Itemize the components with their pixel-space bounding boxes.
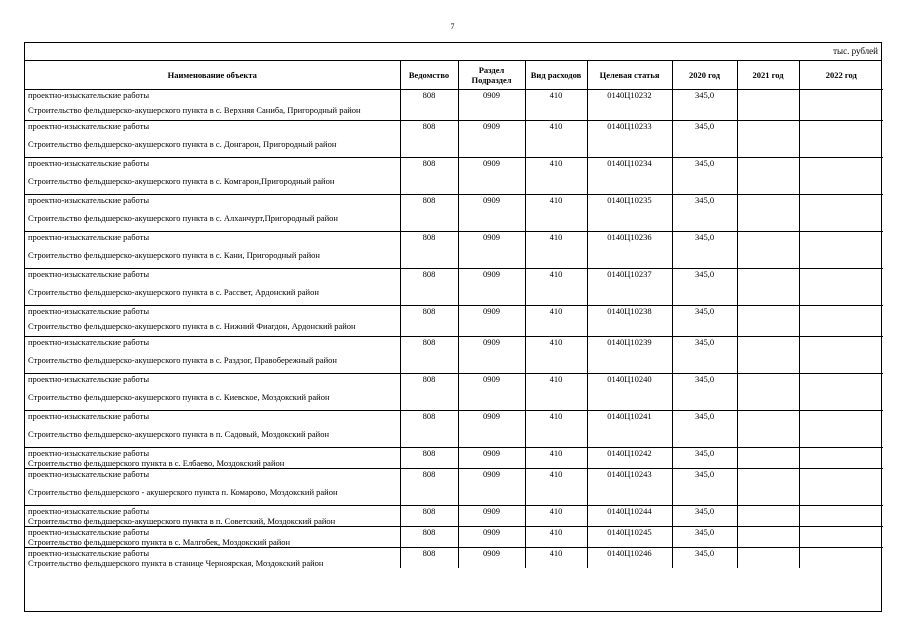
cell-construction-name: Строительство фельдшерско-акушерского пункта в с. Кани, Пригородный район	[28, 250, 320, 260]
cell-empty	[525, 421, 587, 448]
cell-empty	[587, 516, 672, 527]
cell-empty	[672, 384, 737, 411]
cell-target: 0140Ц10246	[587, 548, 672, 559]
cell-construction-name: Строительство фельдшерского пункта в с. Елбаево, Моздокский район	[28, 458, 285, 468]
cell-empty	[799, 347, 883, 374]
table-body	[25, 90, 883, 569]
cell-empty	[799, 479, 883, 506]
cell-empty	[458, 168, 525, 195]
cell-empty	[458, 242, 525, 269]
cell-2021	[737, 411, 799, 422]
cell-2021	[737, 506, 799, 517]
cell-empty	[672, 458, 737, 469]
cell-construction-name: Строительство фельдшерско-акушерского пункта в п. Советский, Моздокский район	[28, 516, 336, 526]
cell-empty	[525, 558, 587, 568]
cell-2021	[737, 195, 799, 206]
cell-name: проектно-изыскательские работы	[25, 195, 400, 206]
cell-empty	[737, 100, 799, 121]
cell-empty	[587, 421, 672, 448]
cell-empty	[672, 242, 737, 269]
cell-section: 0909	[458, 469, 525, 480]
cell-exp-type: 410	[525, 548, 587, 559]
cell-empty	[672, 168, 737, 195]
cell-2020: 345,0	[672, 448, 737, 459]
cell-exp-type: 410	[525, 411, 587, 422]
table-row	[25, 337, 883, 348]
cell-empty	[799, 131, 883, 158]
cell-empty	[737, 384, 799, 411]
table-row	[25, 90, 883, 101]
cell-empty	[400, 458, 458, 469]
cell-2022	[799, 306, 883, 317]
cell-2022	[799, 90, 883, 101]
cell-empty	[525, 242, 587, 269]
col-header-target: Целевая статья	[587, 61, 672, 90]
table-row	[25, 195, 883, 206]
cell-empty	[672, 205, 737, 232]
cell-section: 0909	[458, 158, 525, 169]
cell-construction-name: Строительство фельдшерско-акушерского пункта в с. Киевское, Моздокский район	[28, 392, 330, 402]
cell-target: 0140Ц10239	[587, 337, 672, 348]
cell-2021	[737, 527, 799, 538]
cell-2020: 345,0	[672, 158, 737, 169]
cell-target: 0140Ц10242	[587, 448, 672, 459]
cell-empty	[587, 205, 672, 232]
cell-empty	[737, 421, 799, 448]
cell-empty	[799, 205, 883, 232]
cell-exp-type: 410	[525, 337, 587, 348]
cell-empty	[458, 347, 525, 374]
cell-2021	[737, 337, 799, 348]
cell-empty	[400, 537, 458, 548]
cell-construction-name: Строительство фельдшерско-акушерского пункта в с. Комгарон,Пригородный район	[28, 176, 335, 186]
cell-construction-name: Строительство фельдшерско-акушерского пункта в п. Садовый, Моздокский район	[28, 429, 330, 439]
cell-dept: 808	[400, 527, 458, 538]
cell-empty	[672, 421, 737, 448]
cell-2020: 345,0	[672, 90, 737, 101]
cell-section: 0909	[458, 548, 525, 559]
cell-section: 0909	[458, 411, 525, 422]
cell-empty	[672, 558, 737, 568]
cell-construction-name: Строительство фельдшерско-акушерского пункта в с. Верхняя Саниба, Пригородный район	[28, 105, 361, 115]
cell-target: 0140Ц10241	[587, 411, 672, 422]
table-row	[25, 469, 883, 480]
cell-empty	[400, 421, 458, 448]
cell-empty	[737, 516, 799, 527]
cell-2020: 345,0	[672, 195, 737, 206]
cell-2020: 345,0	[672, 527, 737, 538]
table-row	[25, 527, 883, 538]
cell-2020: 345,0	[672, 469, 737, 480]
cell-empty	[400, 558, 458, 568]
cell-empty	[525, 384, 587, 411]
cell-construction-name: Строительство фельдшерского - акушерского пункта п. Комарово, Моздокский район	[28, 487, 338, 497]
cell-empty	[737, 458, 799, 469]
cell-name: проектно-изыскательские работы	[25, 232, 400, 243]
cell-empty	[400, 384, 458, 411]
cell-section: 0909	[458, 337, 525, 348]
cell-2022	[799, 121, 883, 132]
cell-name: проектно-изыскательские работы	[25, 374, 400, 385]
budget-table-frame	[24, 42, 882, 612]
cell-empty	[799, 100, 883, 121]
cell-exp-type: 410	[525, 448, 587, 459]
cell-dept: 808	[400, 121, 458, 132]
cell-dept: 808	[400, 411, 458, 422]
cell-target: 0140Ц10233	[587, 121, 672, 132]
table-row	[25, 374, 883, 385]
cell-2020: 345,0	[672, 337, 737, 348]
cell-empty	[400, 347, 458, 374]
cell-2020: 345,0	[672, 411, 737, 422]
cell-exp-type: 410	[525, 506, 587, 517]
cell-empty	[587, 279, 672, 306]
cell-name: проектно-изыскательские работы	[25, 548, 400, 559]
col-header-dept: Ведомство	[400, 61, 458, 90]
cell-construction-name: Строительство фельдшерско-акушерского пункта в с. Раздзог, Правобережный район	[28, 355, 337, 365]
cell-section: 0909	[458, 374, 525, 385]
cell-name: проектно-изыскательские работы	[25, 469, 400, 480]
cell-empty	[672, 131, 737, 158]
cell-2020: 345,0	[672, 306, 737, 317]
cell-empty	[525, 100, 587, 121]
cell-2021	[737, 232, 799, 243]
cell-empty	[799, 421, 883, 448]
cell-2021	[737, 548, 799, 559]
cell-empty	[458, 516, 525, 527]
cell-empty	[799, 458, 883, 469]
cell-empty	[799, 242, 883, 269]
cell-empty	[400, 100, 458, 121]
table-row	[25, 548, 883, 559]
cell-exp-type: 410	[525, 469, 587, 480]
cell-empty	[400, 479, 458, 506]
cell-empty	[587, 347, 672, 374]
cell-2022	[799, 337, 883, 348]
cell-construction-name: Строительство фельдшерского пункта в станице Черноярская, Моздокский район	[28, 558, 324, 568]
cell-dept: 808	[400, 548, 458, 559]
table-row	[25, 269, 883, 280]
budget-table	[25, 61, 883, 568]
cell-empty	[799, 537, 883, 548]
cell-target: 0140Ц10243	[587, 469, 672, 480]
cell-dept: 808	[400, 232, 458, 243]
table-row	[25, 158, 883, 169]
cell-section: 0909	[458, 448, 525, 459]
table-row	[25, 316, 883, 337]
cell-name: проектно-изыскательские работы	[25, 337, 400, 348]
cell-exp-type: 410	[525, 269, 587, 280]
cell-dept: 808	[400, 469, 458, 480]
cell-exp-type: 410	[525, 121, 587, 132]
cell-target: 0140Ц10236	[587, 232, 672, 243]
cell-empty	[525, 131, 587, 158]
cell-exp-type: 410	[525, 158, 587, 169]
table-row	[25, 121, 883, 132]
cell-section: 0909	[458, 232, 525, 243]
cell-exp-type: 410	[525, 374, 587, 385]
cell-2021	[737, 374, 799, 385]
units-label: тыс. рублей	[25, 43, 881, 61]
cell-empty	[672, 347, 737, 374]
cell-empty	[458, 131, 525, 158]
cell-target: 0140Ц10235	[587, 195, 672, 206]
cell-empty	[400, 168, 458, 195]
cell-empty	[458, 384, 525, 411]
cell-empty	[587, 558, 672, 568]
cell-dept: 808	[400, 90, 458, 101]
cell-section: 0909	[458, 506, 525, 517]
cell-construction-name: Строительство фельдшерско-акушерского пункта в с. Донгарон, Пригородный район	[28, 139, 337, 149]
cell-empty	[799, 516, 883, 527]
table-row	[25, 232, 883, 243]
cell-empty	[458, 316, 525, 337]
cell-name: проектно-изыскательские работы	[25, 90, 400, 101]
cell-empty	[799, 316, 883, 337]
cell-empty	[672, 316, 737, 337]
cell-empty	[737, 242, 799, 269]
cell-section: 0909	[458, 121, 525, 132]
cell-2021	[737, 469, 799, 480]
table-row	[25, 411, 883, 422]
cell-2020: 345,0	[672, 374, 737, 385]
cell-empty	[587, 537, 672, 548]
cell-2022	[799, 527, 883, 538]
cell-construction-name: Строительство фельдшерско-акушерского пункта в с. Рассвет, Ардонский район	[28, 287, 319, 297]
cell-dept: 808	[400, 269, 458, 280]
cell-2022	[799, 374, 883, 385]
cell-target: 0140Ц10232	[587, 90, 672, 101]
cell-empty	[458, 479, 525, 506]
col-header-exp-type: Вид расходов	[525, 61, 587, 90]
cell-empty	[672, 516, 737, 527]
cell-section: 0909	[458, 306, 525, 317]
cell-name: проектно-изыскательские работы	[25, 269, 400, 280]
cell-empty	[400, 205, 458, 232]
cell-target: 0140Ц10237	[587, 269, 672, 280]
table-header-row	[25, 61, 883, 90]
cell-empty	[799, 168, 883, 195]
cell-2022	[799, 195, 883, 206]
cell-empty	[672, 100, 737, 121]
table-row	[25, 516, 883, 527]
cell-2022	[799, 269, 883, 280]
cell-empty	[587, 316, 672, 337]
cell-dept: 808	[400, 374, 458, 385]
cell-dept: 808	[400, 306, 458, 317]
cell-name: проектно-изыскательские работы	[25, 527, 400, 538]
table-row	[25, 131, 883, 158]
cell-2022	[799, 506, 883, 517]
cell-empty	[737, 479, 799, 506]
cell-2022	[799, 158, 883, 169]
cell-name: проектно-изыскательские работы	[25, 158, 400, 169]
cell-empty	[737, 205, 799, 232]
cell-empty	[525, 279, 587, 306]
cell-empty	[672, 479, 737, 506]
table-row	[25, 421, 883, 448]
cell-empty	[799, 558, 883, 568]
cell-exp-type: 410	[525, 306, 587, 317]
table-row	[25, 384, 883, 411]
cell-empty	[525, 205, 587, 232]
cell-2020: 345,0	[672, 121, 737, 132]
col-header-section: Раздел Подраздел	[458, 61, 525, 90]
cell-2022	[799, 232, 883, 243]
cell-empty	[587, 384, 672, 411]
cell-empty	[525, 516, 587, 527]
cell-name: проектно-изыскательские работы	[25, 121, 400, 132]
table-row	[25, 306, 883, 317]
cell-2022	[799, 448, 883, 459]
table-row	[25, 279, 883, 306]
cell-2021	[737, 448, 799, 459]
table-row	[25, 537, 883, 548]
cell-empty	[737, 279, 799, 306]
cell-construction-name: Строительство фельдшерско-акушерского пункта в с. Нижний Фиагдон, Ардонский район	[28, 321, 356, 331]
cell-section: 0909	[458, 195, 525, 206]
table-row	[25, 168, 883, 195]
cell-empty	[400, 242, 458, 269]
cell-empty	[400, 316, 458, 337]
cell-empty	[587, 100, 672, 121]
cell-section: 0909	[458, 527, 525, 538]
cell-name: проектно-изыскательские работы	[25, 411, 400, 422]
col-header-2022: 2022 год	[799, 61, 883, 90]
cell-empty	[458, 558, 525, 568]
cell-empty	[799, 384, 883, 411]
cell-2020: 345,0	[672, 548, 737, 559]
cell-2021	[737, 90, 799, 101]
cell-empty	[525, 316, 587, 337]
cell-exp-type: 410	[525, 90, 587, 101]
table-row	[25, 448, 883, 459]
cell-empty	[672, 537, 737, 548]
cell-empty	[587, 131, 672, 158]
cell-empty	[458, 205, 525, 232]
cell-empty	[525, 479, 587, 506]
cell-empty	[458, 100, 525, 121]
cell-empty	[525, 458, 587, 469]
cell-name: проектно-изыскательские работы	[25, 506, 400, 517]
table-row	[25, 347, 883, 374]
table-row	[25, 558, 883, 568]
table-row	[25, 506, 883, 517]
table-row	[25, 242, 883, 269]
cell-2022	[799, 411, 883, 422]
cell-exp-type: 410	[525, 232, 587, 243]
cell-dept: 808	[400, 448, 458, 459]
col-header-2021: 2021 год	[737, 61, 799, 90]
cell-2022	[799, 548, 883, 559]
cell-target: 0140Ц10234	[587, 158, 672, 169]
cell-2021	[737, 158, 799, 169]
table-row	[25, 458, 883, 469]
cell-2021	[737, 306, 799, 317]
cell-2021	[737, 121, 799, 132]
cell-dept: 808	[400, 195, 458, 206]
cell-empty	[737, 347, 799, 374]
cell-empty	[458, 279, 525, 306]
page-number: 7	[450, 22, 455, 31]
cell-empty	[525, 347, 587, 374]
cell-empty	[458, 537, 525, 548]
cell-name: проектно-изыскательские работы	[25, 306, 400, 317]
cell-construction-name: Строительство фельдшерско-акушерского пункта в с. Алханчурт,Пригородный район	[28, 213, 338, 223]
cell-empty	[587, 168, 672, 195]
cell-construction-name: Строительство фельдшерского пункта в с. Малгобек, Моздокский район	[28, 537, 291, 547]
cell-exp-type: 410	[525, 195, 587, 206]
cell-section: 0909	[458, 269, 525, 280]
table-row	[25, 205, 883, 232]
cell-dept: 808	[400, 337, 458, 348]
cell-2021	[737, 269, 799, 280]
cell-empty	[587, 458, 672, 469]
cell-empty	[400, 131, 458, 158]
cell-exp-type: 410	[525, 527, 587, 538]
cell-2020: 345,0	[672, 506, 737, 517]
cell-target: 0140Ц10238	[587, 306, 672, 317]
cell-target: 0140Ц10244	[587, 506, 672, 517]
cell-empty	[799, 279, 883, 306]
cell-2020: 345,0	[672, 269, 737, 280]
cell-empty	[737, 316, 799, 337]
cell-empty	[587, 479, 672, 506]
cell-name: проектно-изыскательские работы	[25, 448, 400, 459]
cell-target: 0140Ц10240	[587, 374, 672, 385]
cell-empty	[458, 421, 525, 448]
col-header-name: Наименование объекта	[25, 61, 400, 90]
cell-empty	[587, 242, 672, 269]
cell-empty	[737, 558, 799, 568]
cell-2022	[799, 469, 883, 480]
cell-empty	[525, 537, 587, 548]
cell-empty	[737, 168, 799, 195]
cell-empty	[400, 516, 458, 527]
col-header-2020: 2020 год	[672, 61, 737, 90]
cell-empty	[400, 279, 458, 306]
cell-section: 0909	[458, 90, 525, 101]
cell-empty	[737, 537, 799, 548]
table-row	[25, 479, 883, 506]
cell-dept: 808	[400, 506, 458, 517]
cell-target: 0140Ц10245	[587, 527, 672, 538]
cell-empty	[458, 458, 525, 469]
cell-2020: 345,0	[672, 232, 737, 243]
table-row	[25, 100, 883, 121]
cell-dept: 808	[400, 158, 458, 169]
cell-empty	[525, 168, 587, 195]
cell-empty	[737, 131, 799, 158]
cell-empty	[672, 279, 737, 306]
